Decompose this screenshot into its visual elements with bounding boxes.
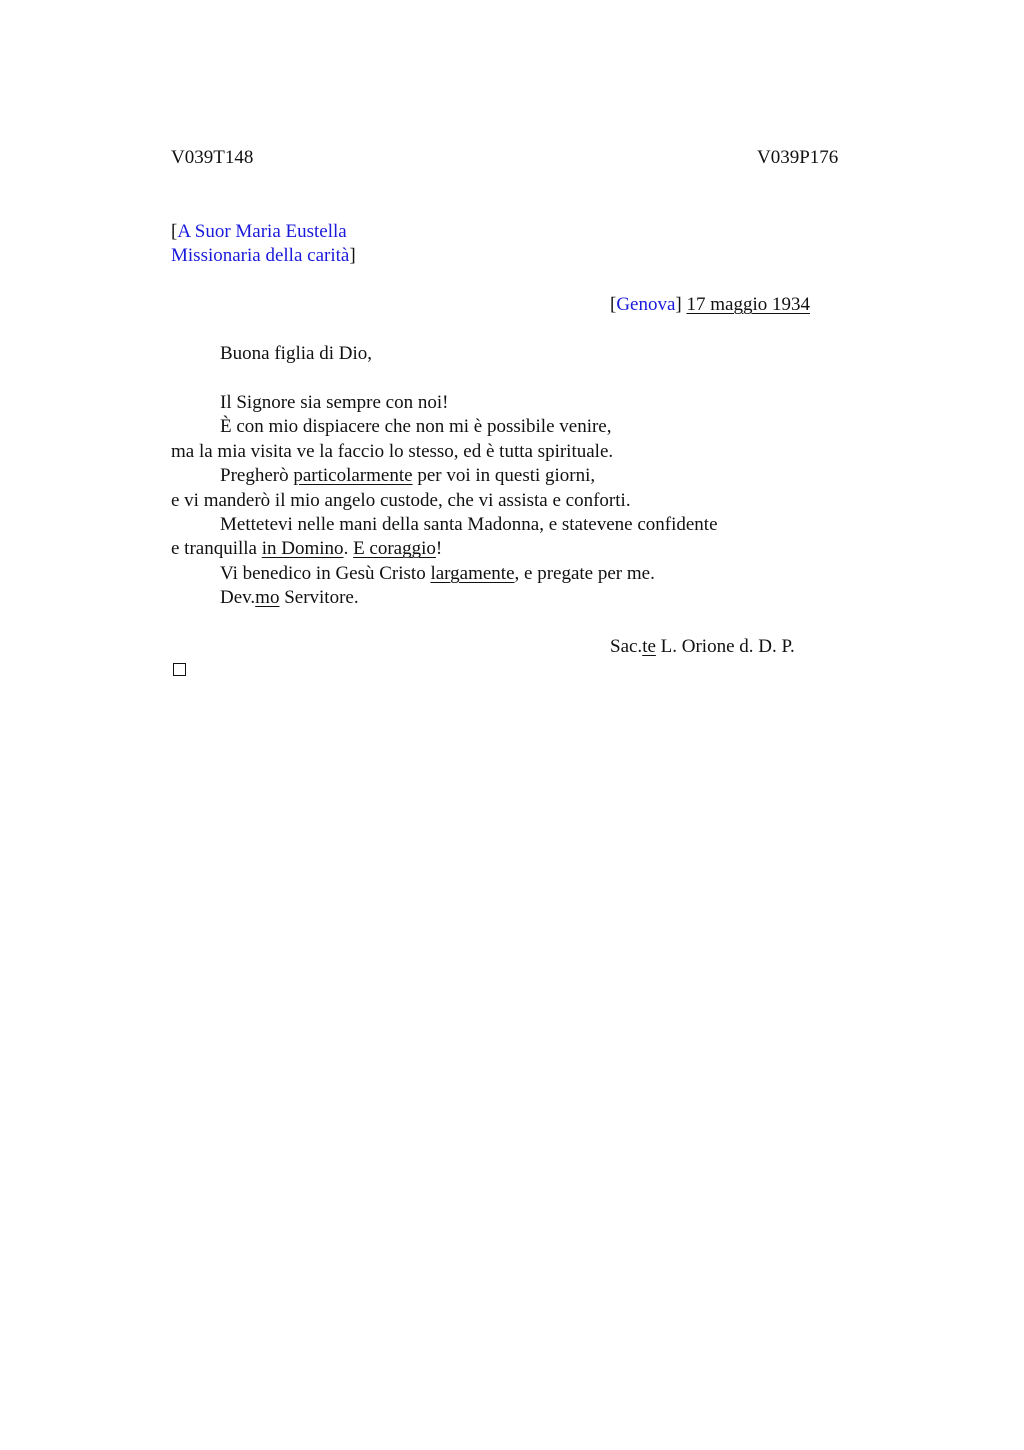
body-text: per voi in questi giorni, xyxy=(412,465,596,487)
signature-text: L. Orione d. D. P. xyxy=(655,636,795,657)
recipient-title: Missionaria della carità xyxy=(171,245,350,266)
document-code-left: V039T148 xyxy=(171,147,254,168)
body-line-5: e vi manderò il mio angelo custode, che vi assista e conforti. xyxy=(171,489,631,511)
body-text: Dev. xyxy=(220,587,256,609)
bracket-close: ] xyxy=(349,245,356,266)
signature xyxy=(610,635,795,659)
body-line-4 xyxy=(171,464,871,488)
recipient-line-2 xyxy=(171,244,356,268)
bracket-open: [ xyxy=(171,221,178,242)
document-code-right: V039P176 xyxy=(757,147,839,168)
dateline-date: 17 maggio 1934 xyxy=(686,294,810,315)
body-text: . xyxy=(343,538,354,560)
body-text: ! xyxy=(435,538,443,560)
body-text: , e pregate per me. xyxy=(514,562,655,584)
end-of-document-box xyxy=(173,663,186,676)
recipient-line-1 xyxy=(171,220,347,244)
recipient-name: A Suor Maria Eustella xyxy=(177,221,347,242)
closing-line xyxy=(171,586,871,610)
underlined-word: largamente xyxy=(430,562,515,584)
letter-body xyxy=(171,391,871,611)
body-line-8 xyxy=(171,562,871,586)
body-line-1: Il Signore sia sempre con noi! xyxy=(220,392,449,413)
body-line-2: È con mio dispiacere che non mi è possibile venire, xyxy=(220,416,612,438)
signature-abbrev: te xyxy=(642,636,656,657)
underlined-word: in Domino xyxy=(261,538,344,560)
dateline-bracket-open: [ xyxy=(610,294,617,315)
signature-text: Sac. xyxy=(610,636,643,657)
body-line-7 xyxy=(171,537,871,561)
dateline xyxy=(610,293,810,317)
underlined-word: E coraggio xyxy=(353,538,436,560)
body-text: Servitore. xyxy=(279,587,359,609)
salutation: Buona figlia di Dio, xyxy=(220,343,372,364)
dateline-place: Genova xyxy=(616,294,676,315)
dateline-bracket-close: ] xyxy=(675,294,682,315)
underlined-word: particolarmente xyxy=(293,465,413,487)
body-line-3: ma la mia visita ve la faccio lo stesso, ed è tutta spirituale. xyxy=(171,440,614,462)
body-text: Vi benedico in Gesù Cristo xyxy=(220,562,431,584)
underlined-word: mo xyxy=(255,587,280,609)
body-line-6: Mettetevi nelle mani della santa Madonna, e statevene confidente xyxy=(220,513,718,535)
body-text: Pregherò xyxy=(220,465,294,487)
body-text: e tranquilla xyxy=(171,538,262,560)
